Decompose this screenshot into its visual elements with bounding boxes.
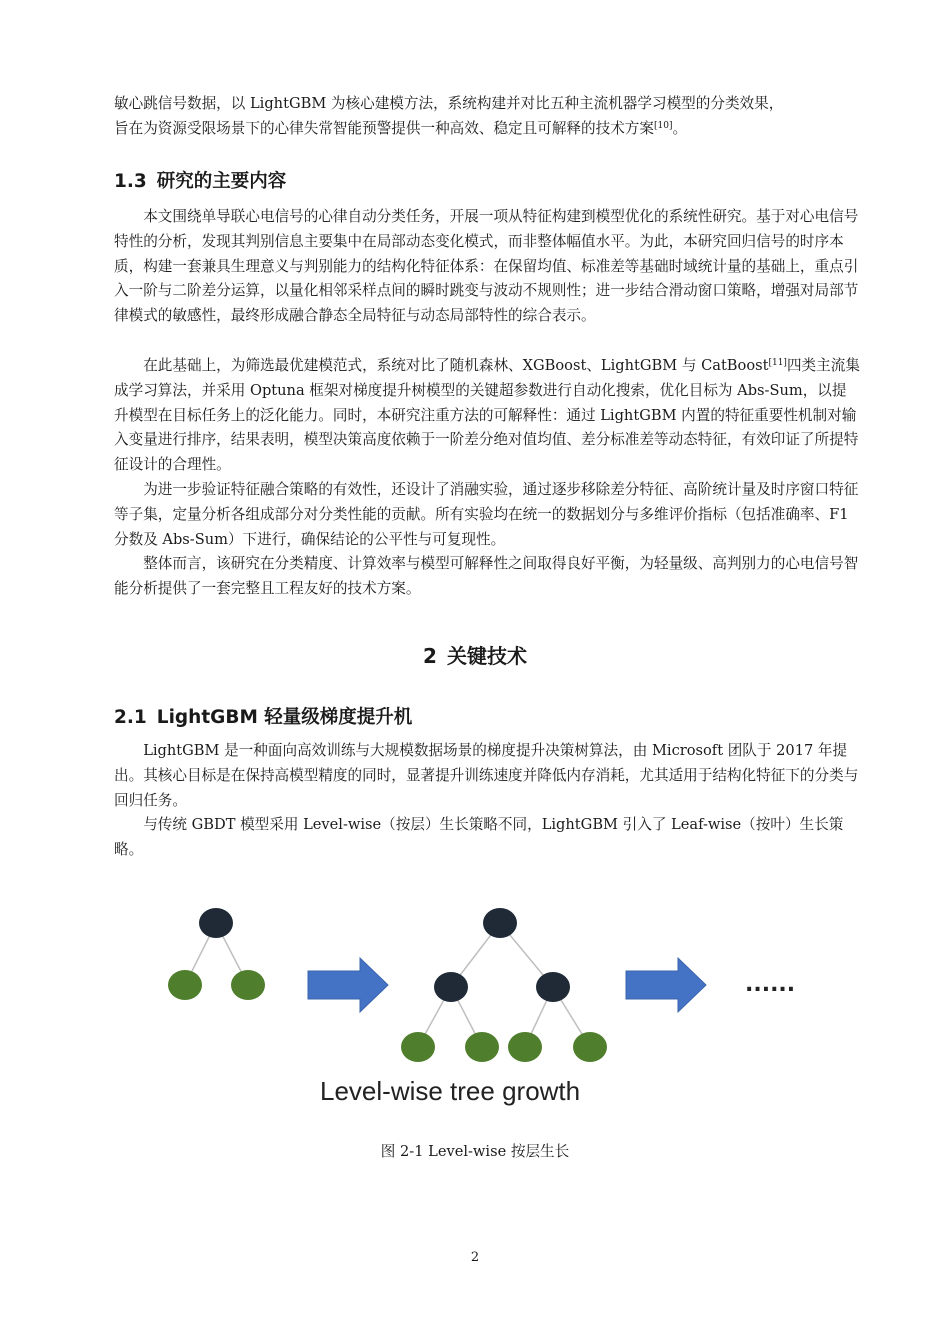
tree-small — [168, 908, 265, 1000]
internal-node — [536, 972, 570, 1002]
internal-node — [434, 972, 468, 1002]
section-heading-2-1 — [114, 703, 412, 729]
ellipsis-label: ...... — [745, 972, 796, 997]
paragraph-model-comparison — [114, 354, 860, 478]
section-title: LightGBM 轻量级梯度提升机 — [156, 707, 413, 728]
paragraph-lightgbm-intro: LightGBM 是一种面向高效训练与大规模数据场景的梯度提升决策树算法，由 Microsoft 团队于 2017 年提出。其核心目标是在保持高模型精度的同时，显著提升训练速度并降低内存消耗，尤其适用于结构化特征下的分类与回归任务。 — [114, 742, 859, 809]
internal-node — [483, 908, 517, 938]
tree-large — [401, 908, 607, 1062]
section-title: 研究的主要内容 — [156, 171, 287, 192]
leaf-node — [508, 1032, 542, 1062]
section-heading-1-3 — [114, 167, 286, 193]
citation-10: [10] — [653, 120, 673, 131]
leaf-node — [573, 1032, 607, 1062]
intro-end-punct: 。 — [672, 119, 688, 137]
arrow-right-icon — [308, 958, 388, 1012]
leaf-node — [465, 1032, 499, 1062]
paragraph-growth-strategy: 与传统 GBDT 模型采用 Level-wise（按层）生长策略不同，LightGBM 引入了 Leaf-wise（按叶）生长策略。 — [114, 816, 844, 858]
section-number: 1.3 — [114, 171, 147, 192]
intro-line-2: 旨在为资源受限场景下的心律失常智能预警提供一种高效、稳定且可解释的技术方案 — [114, 119, 654, 137]
paragraph-summary: 整体而言，该研究在分类精度、计算效率与模型可解释性之间取得良好平衡，为轻量级、高判别力的心电信号智能分析提供了一套完整且工程友好的技术方案。 — [114, 555, 859, 597]
model-comparison-text-b: 四类主流集成学习算法，并采用 Optuna 框架对梯度提升树模型的关键超参数进行自动化搜索，优化目标为 Abs-Sum，以提升模型在目标任务上的泛化能力。同时，本研究注重方法的可解释性：通过 LightGBM 内置的特征重要性机制对输入变量进行排序，结果表明，模型决策高度依赖于一阶差分绝对值均值、差分标准差等动态特征，有效印证了所提特征设计的合理性。 — [114, 357, 860, 474]
citation-11: [11] — [768, 358, 787, 368]
intro-line-1: 敏心跳信号数据，以 LightGBM 为核心建模方法，系统构建并对比五种主流机器学习模型的分类效果， — [114, 95, 784, 112]
chapter-title: 关键技术 — [446, 644, 527, 668]
arrow-right-icon — [626, 958, 706, 1012]
chapter-heading-2 — [0, 640, 950, 669]
page-number: 2 — [470, 1250, 480, 1265]
figure-caption: 图 2-1 Level-wise 按层生长 — [380, 1143, 570, 1160]
leaf-node — [401, 1032, 435, 1062]
section-number: 2.1 — [114, 707, 147, 728]
level-wise-tree-figure — [160, 895, 810, 1125]
leaf-node — [168, 970, 202, 1000]
paragraph-research-overview: 本文围绕单导联心电信号的心律自动分类任务，开展一项从特征构建到模型优化的系统性研究。基于对心电信号特性的分析，发现其判别信息主要集中在局部动态变化模式，而非整体幅值水平。为此，本研究回归信号的时序本质，构建一套兼具生理意义与判别能力的结构化特征体系：在保留均值、标准差等基础时域统计量的基础上，重点引入一阶与二阶差分运算，以量化相邻采样点间的瞬时跳变与波动不规则性；进一步结合滑动窗口策略，增强对局部节律模式的敏感性，最终形成融合静态全局特征与动态局部特性的综合表示。 — [114, 208, 859, 325]
paragraph-intro-continued — [114, 92, 860, 142]
model-comparison-text-a: 在此基础上，为筛选最优建模范式，系统对比了随机森林、XGBoost、LightGBM 与 CatBoost — [143, 357, 769, 374]
leaf-node — [231, 970, 265, 1000]
paragraph-ablation: 为进一步验证特征融合策略的有效性，还设计了消融实验，通过逐步移除差分特征、高阶统计量及时序窗口特征等子集，定量分析各组成部分对分类性能的贡献。所有实验均在统一的数据划分与多维评价指标（包括准确率、F1 分数及 Abs-Sum）下进行，确保结论的公平性与可复现性。 — [114, 481, 859, 548]
figure-label: Level-wise tree growth — [320, 1076, 581, 1106]
internal-node — [199, 908, 233, 938]
chapter-number: 2 — [423, 644, 437, 668]
